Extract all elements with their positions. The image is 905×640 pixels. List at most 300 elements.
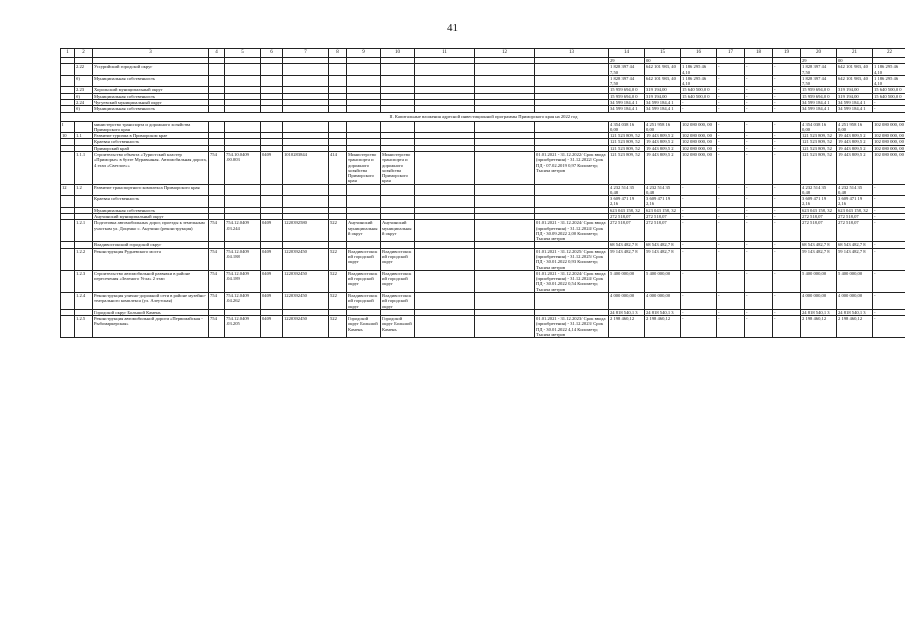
table-cell: 19 443 809,5 2 <box>837 133 873 139</box>
table-cell: 102 080 000, 00 <box>681 145 717 151</box>
table-cell: - <box>773 220 801 242</box>
table-cell: - <box>681 316 717 338</box>
column-header: 21 <box>837 49 873 58</box>
table-cell <box>475 220 535 242</box>
table-row <box>61 75 905 87</box>
table-cell: - <box>873 99 905 105</box>
table-cell <box>61 248 75 270</box>
investment-program-table <box>60 48 905 338</box>
table-row <box>61 151 905 184</box>
table-cell <box>225 196 261 208</box>
table-cell: - <box>681 196 717 208</box>
table-cell: 29 <box>801 58 837 64</box>
table-cell: 642 101 983, 40 <box>645 64 681 76</box>
column-header: 14 <box>609 49 645 58</box>
table-cell: - <box>745 106 773 112</box>
table-cell: - <box>773 248 801 270</box>
table-cell: - <box>773 121 801 133</box>
table-cell: - <box>745 133 773 139</box>
table-cell <box>225 121 261 133</box>
table-cell: 1220392450 <box>283 248 329 270</box>
table-cell: - <box>717 248 745 270</box>
table-cell: 01.01.2021 - 31.12.2024/ Срок ввода (приобретения) - 31.12.2024/ Срок ПД - 30.09.2022 2,00 Километр; Тысяча метров <box>535 220 609 242</box>
table-cell: 272 518,07 <box>801 214 837 220</box>
table-cell: - <box>873 196 905 208</box>
column-header: 19 <box>773 49 801 58</box>
table-cell <box>329 121 347 133</box>
table-cell <box>347 121 381 133</box>
column-header: 22 <box>873 49 905 58</box>
table-cell: - <box>873 207 905 213</box>
column-header: 20 <box>801 49 837 58</box>
table-cell: - <box>773 64 801 76</box>
table-cell: - <box>717 87 745 93</box>
table-cell <box>415 75 475 87</box>
table-cell: 4 000 000,00 <box>801 292 837 309</box>
table-cell: - <box>745 151 773 184</box>
table-cell <box>381 75 415 87</box>
table-cell: 5 400 000,00 <box>609 270 645 292</box>
table-cell: 01.01.2021 - 31.12.2025/ Срок ввода (приобретения) - 31.12.2025/ Срок ПД - 30.01.2022 0,93 Километр; Тысяча метров <box>535 248 609 270</box>
table-cell: 1 186 295 46 4,10 <box>681 75 717 87</box>
table-cell: 1220392580 <box>283 220 329 242</box>
table-cell: 1.2 <box>75 184 93 196</box>
table-cell: 1.1.1 <box>75 151 93 184</box>
table-cell: 4 251 958 16 0,00 <box>837 121 873 133</box>
table-cell: 4 232 514 35 0,48 <box>609 184 645 196</box>
table-row <box>61 196 905 208</box>
table-cell: б) <box>75 93 93 99</box>
table-cell: - <box>745 242 773 248</box>
table-cell: - <box>873 220 905 242</box>
table-cell: Реконструкция Рудневского моста <box>93 248 209 270</box>
table-cell: 754.12.0409 .04.262 <box>225 292 261 309</box>
table-cell: - <box>717 64 745 76</box>
table-cell <box>283 184 329 196</box>
table-cell: 1.2.3 <box>75 270 93 292</box>
table-cell <box>61 220 75 242</box>
table-cell: - <box>717 106 745 112</box>
table-cell: - <box>717 121 745 133</box>
table-cell <box>381 184 415 196</box>
table-cell <box>381 196 415 208</box>
table-row <box>61 270 905 292</box>
table-cell: Развитие туризма в Приморском крае <box>93 133 209 139</box>
column-header: 6 <box>261 49 283 58</box>
table-cell: - <box>717 184 745 196</box>
table-header-row <box>61 49 905 58</box>
table-cell: - <box>681 242 717 248</box>
table-cell: 34 599 184,4 1 <box>837 106 873 112</box>
table-cell: 68 543 482,7 8 <box>837 242 873 248</box>
table-cell: - <box>773 270 801 292</box>
table-cell: - <box>745 75 773 87</box>
table-cell: - <box>717 151 745 184</box>
table-cell: - <box>773 214 801 220</box>
table-cell: 5 400 000,00 <box>837 270 873 292</box>
table-cell: 19 443 809,5 2 <box>645 145 681 151</box>
table-cell: Владивостокский городской округ <box>381 248 415 270</box>
table-cell: - <box>717 309 745 315</box>
table-cell: 102 080 000, 00 <box>873 121 905 133</box>
table-cell <box>283 64 329 76</box>
table-cell: 4 232 514 35 0,48 <box>837 184 873 196</box>
table-cell: 0409 <box>261 220 283 242</box>
table-cell: - <box>873 270 905 292</box>
table-cell: 1.2.4 <box>75 292 93 309</box>
table-cell <box>415 220 475 242</box>
table-cell: 15 640 500,0 0 <box>681 87 717 93</box>
column-header: 10 <box>381 49 415 58</box>
table-cell: - <box>681 309 717 315</box>
table-row <box>61 292 905 309</box>
table-cell: - <box>681 214 717 220</box>
table-cell: - <box>773 87 801 93</box>
table-row <box>61 184 905 196</box>
table-cell: 24 818 540,1 3 <box>609 309 645 315</box>
table-cell <box>415 184 475 196</box>
table-cell: б) <box>75 106 93 112</box>
table-cell: 2 198 460,12 <box>645 316 681 338</box>
table-cell: - <box>873 214 905 220</box>
table-cell: Муниципальная собственность <box>93 93 209 99</box>
section-heading: II. Капитальные вложения адресной инвестиционной программы Приморского края на 2022 год <box>61 112 905 121</box>
table-cell: - <box>717 207 745 213</box>
table-cell: 121 523 809, 52 <box>609 151 645 184</box>
table-cell: - <box>745 292 773 309</box>
table-row <box>61 121 905 133</box>
table-cell: 121 523 809, 52 <box>609 133 645 139</box>
table-cell: 319 194,00 <box>837 87 873 93</box>
table-cell: 102 080 000, 00 <box>873 133 905 139</box>
table-cell: 522 <box>329 248 347 270</box>
table-cell <box>415 151 475 184</box>
table-cell <box>347 196 381 208</box>
table-cell: - <box>745 248 773 270</box>
table-row <box>61 112 905 121</box>
table-cell: 2.24 <box>75 99 93 105</box>
table-cell: 00 <box>837 58 873 64</box>
table-cell: Краевая собственность <box>93 196 209 208</box>
table-cell: 754 <box>209 292 225 309</box>
table-cell <box>535 184 609 196</box>
column-header: 18 <box>745 49 773 58</box>
table-cell: - <box>773 151 801 184</box>
table-row <box>61 220 905 242</box>
table-cell <box>347 184 381 196</box>
table-cell: 642 101 983, 40 <box>837 75 873 87</box>
table-cell: 102 080 000, 00 <box>681 139 717 145</box>
table-cell: - <box>745 220 773 242</box>
table-cell: 19 443 809,5 2 <box>645 133 681 139</box>
table-cell: - <box>681 184 717 196</box>
table-cell: 0409 <box>261 270 283 292</box>
table-cell: - <box>745 139 773 145</box>
table-cell: 4 232 514 35 0,48 <box>801 184 837 196</box>
table-cell: - <box>745 145 773 151</box>
table-cell: 68 543 482,7 8 <box>801 242 837 248</box>
table-cell: 1 828 397 44 7,50 <box>609 64 645 76</box>
table-cell <box>475 184 535 196</box>
table-cell: 3 609 471 19 2,16 <box>801 196 837 208</box>
table-cell <box>415 196 475 208</box>
table-cell <box>261 64 283 76</box>
table-cell <box>347 75 381 87</box>
column-header: 3 <box>93 49 209 58</box>
table-cell: 34 599 184,4 1 <box>837 99 873 105</box>
table-cell: 4 000 000,00 <box>609 292 645 309</box>
table-cell <box>61 64 75 76</box>
table-cell: Строительство объекта «Туристский кластер «Приморье» в бухте Муравьиная. Автомобильная дорога, 4 этап «Светлое»» <box>93 151 209 184</box>
table-cell: 272 518,07 <box>609 220 645 242</box>
table-cell <box>283 75 329 87</box>
table-cell: 4 354 038 16 0,00 <box>609 121 645 133</box>
table-cell: 1 186 295 46 4,10 <box>873 64 905 76</box>
table-cell: 319 194,00 <box>645 87 681 93</box>
table-cell: 754 <box>209 220 225 242</box>
table-cell: 1.2.2 <box>75 248 93 270</box>
column-header: 5 <box>225 49 261 58</box>
table-cell: - <box>745 87 773 93</box>
table-cell: 642 101 983, 40 <box>837 64 873 76</box>
table-cell <box>347 64 381 76</box>
table-cell: министерство транспорта и дорожного хозяйства Приморского края <box>93 121 209 133</box>
table-cell: 319 194,00 <box>837 93 873 99</box>
table-cell: 121 523 809, 52 <box>801 139 837 145</box>
table-cell: - <box>717 214 745 220</box>
table-cell: - <box>717 99 745 105</box>
table-cell: 102 080 000, 00 <box>873 139 905 145</box>
table-cell <box>209 75 225 87</box>
table-cell: Реконструкция автомобильной дороги «Первомайская - Рыбомаркерская» <box>93 316 209 338</box>
table-cell <box>225 75 261 87</box>
table-cell <box>261 196 283 208</box>
table-cell: - <box>745 196 773 208</box>
table-cell: - <box>681 106 717 112</box>
table-cell <box>61 292 75 309</box>
table-cell <box>61 270 75 292</box>
table-cell: 3 609 471 19 2,16 <box>609 196 645 208</box>
table-cell: - <box>745 121 773 133</box>
table-cell <box>283 121 329 133</box>
table-cell: 59 143 482,7 8 <box>837 248 873 270</box>
table-cell: 3 609 471 19 2,16 <box>837 196 873 208</box>
table-cell: Анучинский муниципальный округ <box>347 220 381 242</box>
table-cell: 15 959 694,0 0 <box>609 93 645 99</box>
table-cell: 59 143 482,7 8 <box>801 248 837 270</box>
table-cell: 1 186 295 46 4,10 <box>681 64 717 76</box>
table-cell: - <box>745 184 773 196</box>
table-cell: б) <box>75 75 93 87</box>
table-cell: 34 599 184,4 1 <box>801 99 837 105</box>
table-cell <box>415 292 475 309</box>
table-cell: - <box>745 93 773 99</box>
table-cell <box>381 64 415 76</box>
table-cell: 623 043 158, 32 <box>837 207 873 213</box>
column-header: 2 <box>75 49 93 58</box>
table-cell <box>61 316 75 338</box>
table-cell: - <box>773 93 801 99</box>
column-header: 17 <box>717 49 745 58</box>
table-cell <box>261 75 283 87</box>
table-cell: 414 <box>329 151 347 184</box>
table-cell: 754.12.0409 .04.189 <box>225 270 261 292</box>
table-cell: 3 609 471 19 2,16 <box>645 196 681 208</box>
table-cell: 0409 <box>261 151 283 184</box>
table-cell: 5 400 000,00 <box>645 270 681 292</box>
table-cell <box>283 196 329 208</box>
table-cell: - <box>717 316 745 338</box>
table-cell: Городской округ Большой Камень <box>347 316 381 338</box>
column-header: 8 <box>329 49 347 58</box>
table-cell: - <box>773 292 801 309</box>
table-cell: 754.12.0409 .03.244 <box>225 220 261 242</box>
table-cell: - <box>873 106 905 112</box>
table-cell: 272 518,07 <box>645 214 681 220</box>
column-header: 4 <box>209 49 225 58</box>
table-cell: 24 818 540,1 3 <box>645 309 681 315</box>
table-cell <box>209 184 225 196</box>
table-cell <box>61 196 75 208</box>
table-cell: Владивостокский городской округ <box>93 242 209 248</box>
table-cell <box>61 75 75 87</box>
table-cell: - <box>873 316 905 338</box>
table-cell: 1.2.5 <box>75 316 93 338</box>
table-cell: 121 523 809, 52 <box>801 145 837 151</box>
table-cell <box>261 121 283 133</box>
table-cell: - <box>873 248 905 270</box>
table-cell <box>209 64 225 76</box>
table-cell: - <box>745 309 773 315</box>
table-cell: Чугуевский муниципальный округ <box>93 99 209 105</box>
table-cell <box>415 316 475 338</box>
table-cell: 19 443 809,5 2 <box>837 139 873 145</box>
table-cell: 0409 <box>261 248 283 270</box>
table-cell: Хорольский муниципальный округ <box>93 87 209 93</box>
table-cell: 272 518,07 <box>837 220 873 242</box>
table-cell: 2.23 <box>75 87 93 93</box>
table-cell: 1220392450 <box>283 316 329 338</box>
table-cell: 4 251 958 16 0,00 <box>645 121 681 133</box>
table-cell: 1220392450 <box>283 292 329 309</box>
column-header: 11 <box>415 49 475 58</box>
table-cell: - <box>745 214 773 220</box>
table-row <box>61 64 905 76</box>
table-cell: - <box>745 207 773 213</box>
table-cell: 34 599 184,4 1 <box>609 106 645 112</box>
table-cell: - <box>745 64 773 76</box>
table-cell: 19 443 809,5 2 <box>645 151 681 184</box>
table-cell: 59 143 482,7 8 <box>609 248 645 270</box>
table-cell <box>381 121 415 133</box>
table-cell: 2 198 460,12 <box>609 316 645 338</box>
table-cell: 522 <box>329 292 347 309</box>
table-cell: 319 194,00 <box>645 93 681 99</box>
table-cell <box>475 316 535 338</box>
table-cell: - <box>681 220 717 242</box>
table-cell <box>225 184 261 196</box>
table-cell: - <box>773 316 801 338</box>
table-cell <box>261 184 283 196</box>
table-cell: 4 232 514 35 0,48 <box>645 184 681 196</box>
table-cell: Владивостокский городской округ <box>347 292 381 309</box>
table-cell: 0409 <box>261 292 283 309</box>
column-header: 1 <box>61 49 75 58</box>
column-header: 15 <box>645 49 681 58</box>
table-cell: 522 <box>329 270 347 292</box>
table-cell: - <box>717 220 745 242</box>
table-cell: 272 518,07 <box>801 220 837 242</box>
table-cell: Владивостокский городской округ <box>381 270 415 292</box>
table-cell: Краевая собственность <box>93 139 209 145</box>
table-cell: 754 <box>209 248 225 270</box>
table-cell: Муниципальная собственность <box>93 106 209 112</box>
table-cell: Владивостокский городской округ <box>347 248 381 270</box>
table-cell <box>475 151 535 184</box>
table-cell <box>475 292 535 309</box>
table-cell: - <box>717 133 745 139</box>
table-cell <box>415 248 475 270</box>
column-header: 7 <box>283 49 329 58</box>
table-cell <box>329 64 347 76</box>
table-cell: 34 599 184,4 1 <box>801 106 837 112</box>
table-cell: Муниципальная собственность <box>93 207 209 213</box>
table-cell: - <box>773 139 801 145</box>
table-cell: - <box>681 207 717 213</box>
column-header: 13 <box>535 49 609 58</box>
table-cell: - <box>681 292 717 309</box>
table-cell: 754 <box>209 270 225 292</box>
table-cell: 1 828 397 44 7,50 <box>801 75 837 87</box>
table-cell <box>75 121 93 133</box>
table-cell: 1.1 <box>75 133 93 139</box>
table-cell: 1 828 397 44 7,50 <box>801 64 837 76</box>
table-cell: 01.01.2021 - 31.12.2022/ Срок ввода (приобретения) - 31.12.2022/ Срок ПД - 07.02.2019 0,97 Километр; Тысяча метров <box>535 151 609 184</box>
table-cell: 2.22 <box>75 64 93 76</box>
table-cell <box>415 270 475 292</box>
table-cell: - <box>717 196 745 208</box>
table-cell: 15 959 694,0 0 <box>609 87 645 93</box>
table-cell <box>535 292 609 309</box>
table-cell: - <box>681 99 717 105</box>
table-cell: Владивостокский городской округ <box>347 270 381 292</box>
table-cell: Муниципальная собственность <box>93 75 209 87</box>
table-cell: - <box>717 75 745 87</box>
table-cell <box>75 196 93 208</box>
table-cell: 272 518,07 <box>609 214 645 220</box>
table-cell: 15 640 500,0 0 <box>681 93 717 99</box>
table-row <box>61 248 905 270</box>
table-cell: 754 <box>209 316 225 338</box>
table-cell: - <box>773 99 801 105</box>
table-cell: 754.12.0409 .04.188 <box>225 248 261 270</box>
table-cell: 19 443 809,5 2 <box>645 139 681 145</box>
table-cell: 102 080 000, 00 <box>873 151 905 184</box>
table-cell: 12 <box>61 184 75 196</box>
table-cell: Подготовка автомобильных дорог, проезды к земельным участкам ул. Доценко с. Анучино (реконструкция) <box>93 220 209 242</box>
table-cell: 754.12.0409 .03.205 <box>225 316 261 338</box>
table-cell: Городской округ Большой Камень <box>93 309 209 315</box>
table-cell <box>209 196 225 208</box>
table-cell <box>225 64 261 76</box>
table-cell: 272 518,07 <box>837 214 873 220</box>
table-cell: Министерство транспорта и дорожного хозяйства Приморского края <box>381 151 415 184</box>
table-cell: 15 640 500,0 0 <box>873 87 905 93</box>
table-cell: Строительство автомобильной развязки в районе пересечения «Зеленого Угла» 2 этап <box>93 270 209 292</box>
table-cell: 121 523 809, 52 <box>801 133 837 139</box>
table-cell: - <box>745 316 773 338</box>
table-cell <box>475 121 535 133</box>
